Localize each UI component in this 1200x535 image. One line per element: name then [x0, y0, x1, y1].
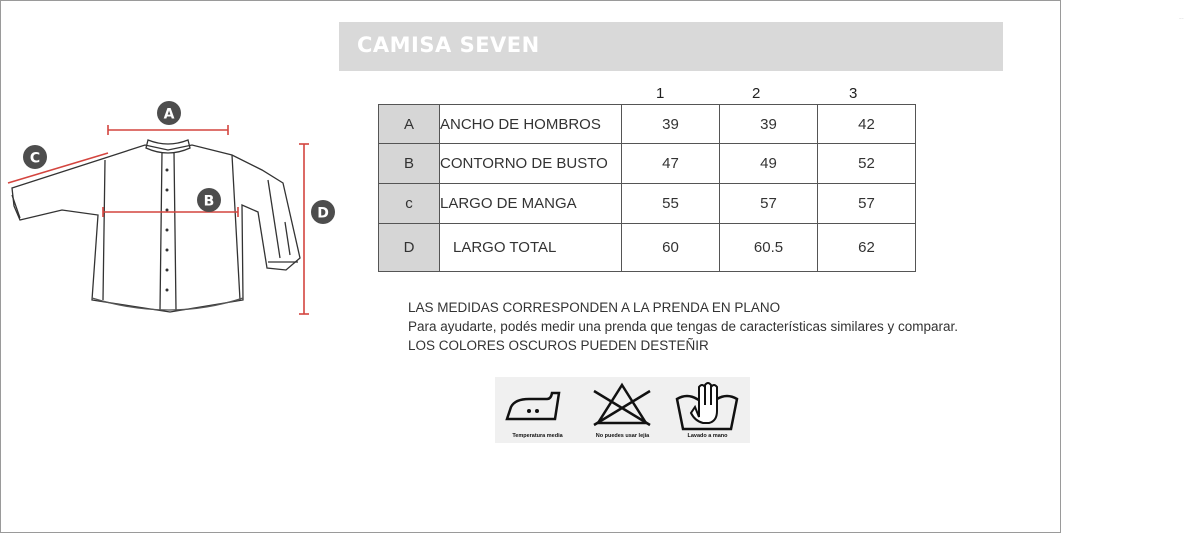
care-hand-wash-caption: Lavado a mano — [687, 433, 728, 439]
svg-text:D: D — [317, 205, 329, 222]
shirt-button — [166, 189, 169, 192]
shirt-diagram — [0, 95, 340, 325]
row-code: A — [379, 105, 440, 144]
shirt-button — [166, 269, 169, 272]
row-code: B — [379, 144, 440, 184]
shirt-button — [166, 289, 169, 292]
care-hand-wash — [665, 377, 750, 443]
row-value: 47 — [622, 144, 720, 184]
note-flat-measure: LAS MEDIDAS CORRESPONDEN A LA PRENDA EN PLANO — [408, 300, 781, 315]
care-iron — [495, 377, 580, 443]
size-table — [378, 104, 916, 272]
corner-mark: ~~ — [1179, 16, 1184, 21]
row-label: LARGO TOTAL — [440, 224, 622, 272]
shirt-button — [166, 169, 169, 172]
marker-d — [311, 200, 335, 224]
care-no-bleach — [580, 377, 665, 443]
note-dark-colors: LOS COLORES OSCUROS PUEDEN DESTEÑIR — [408, 338, 709, 353]
size-header-2: 2 — [752, 85, 761, 102]
shirt-outline — [12, 145, 300, 312]
no-bleach-icon — [580, 377, 665, 433]
yoke-line — [103, 155, 240, 300]
note-compare: Para ayudarte, podés medir una prenda que tengas de características similares y comparar. — [408, 319, 959, 334]
row-value: 42 — [818, 105, 916, 144]
size-header-1: 1 — [656, 85, 665, 102]
care-symbols — [495, 377, 750, 443]
row-value: 49 — [720, 144, 818, 184]
row-value: 60 — [622, 224, 720, 272]
row-value: 60.5 — [720, 224, 818, 272]
measure-line-c — [8, 150, 108, 183]
row-value: 39 — [622, 105, 720, 144]
shirt-button — [166, 249, 169, 252]
marker-b — [197, 188, 221, 212]
row-code: c — [379, 184, 440, 224]
cuff — [12, 195, 298, 262]
svg-text:C: C — [29, 150, 41, 167]
row-value: 57 — [818, 184, 916, 224]
title-bar — [339, 22, 1003, 71]
row-value: 55 — [622, 184, 720, 224]
page-title: CAMISA SEVEN — [357, 33, 540, 57]
row-code: D — [379, 224, 440, 272]
row-label: ANCHO DE HOMBROS — [440, 105, 622, 144]
iron-icon — [495, 377, 580, 433]
care-iron-caption: Temperatura media — [512, 433, 563, 439]
row-label: LARGO DE MANGA — [440, 184, 622, 224]
row-value: 62 — [818, 224, 916, 272]
svg-text:B: B — [203, 193, 215, 210]
marker-a — [157, 101, 181, 125]
row-value: 57 — [720, 184, 818, 224]
sleeve-seam — [268, 180, 290, 258]
care-no-bleach-caption: No puedes usar lejía — [595, 433, 650, 439]
shirt-button — [166, 209, 169, 212]
row-value: 52 — [818, 144, 916, 184]
hem-curve — [92, 298, 243, 310]
shirt-button — [166, 229, 169, 232]
table-row — [379, 144, 916, 184]
row-label: CONTORNO DE BUSTO — [440, 144, 622, 184]
marker-c — [23, 145, 47, 169]
table-row — [379, 184, 916, 224]
row-value: 39 — [720, 105, 818, 144]
hand-wash-icon — [665, 377, 750, 433]
size-header-3: 3 — [849, 85, 858, 102]
table-row — [379, 105, 916, 144]
table-row — [379, 224, 916, 272]
svg-text:A: A — [163, 106, 175, 123]
